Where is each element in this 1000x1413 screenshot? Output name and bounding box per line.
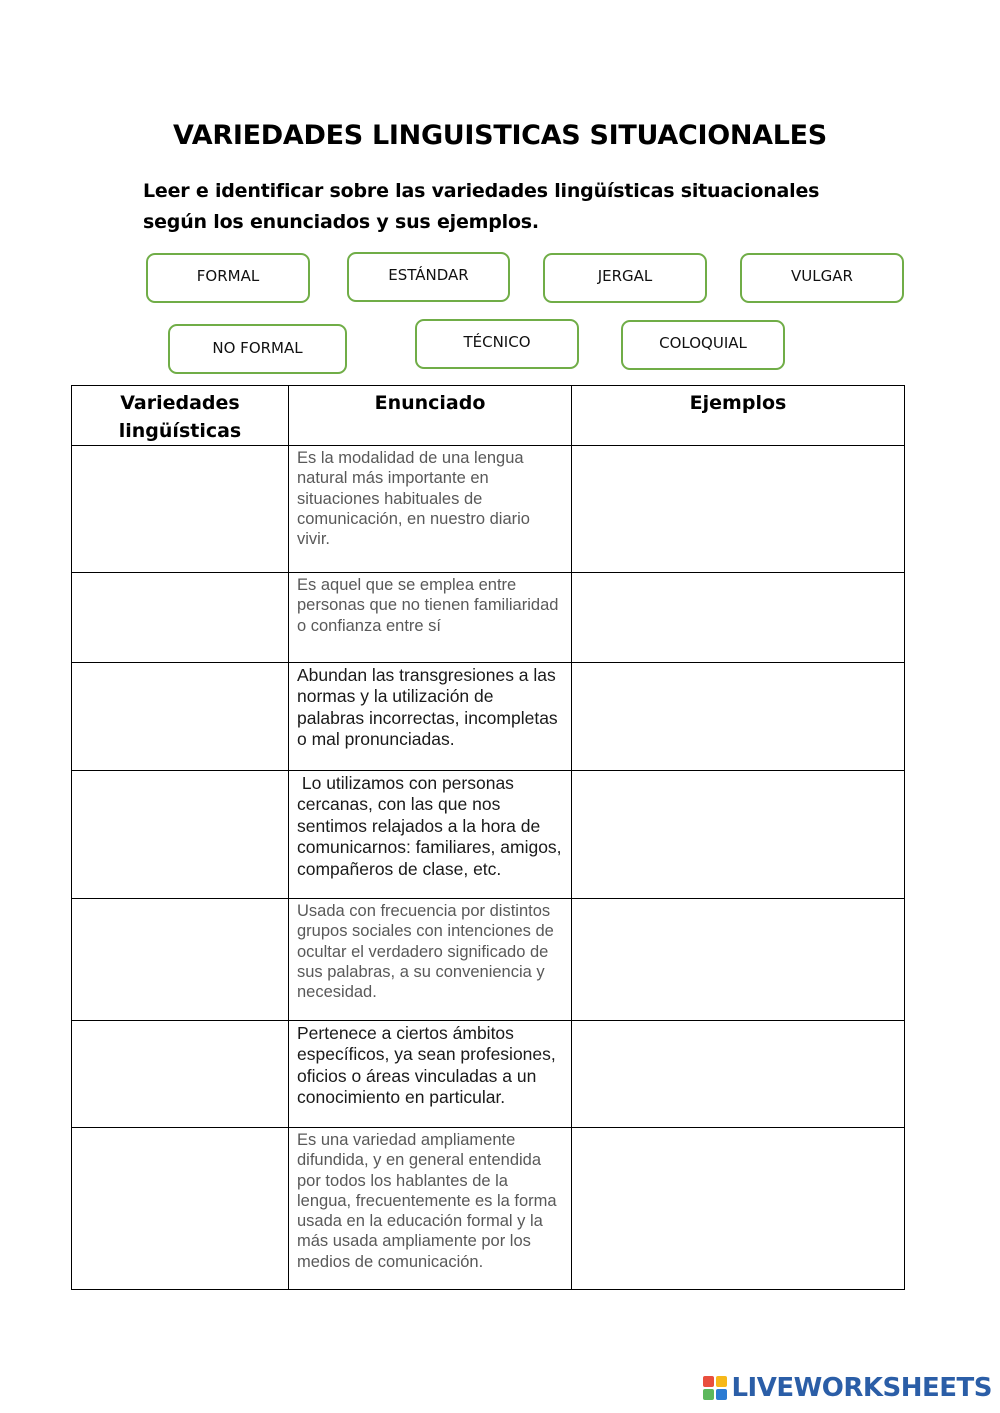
varieties-table [71, 385, 905, 1290]
statement-text: Es una variedad ampliamente difundida, y en general entendida por todos los hablantes de la lengua, frecuentemente es la forma usada en la educación formal y la más usada ampliamente por los medios de comunicación. [297, 1131, 557, 1271]
chip-tecnico[interactable]: TÉCNICO [415, 319, 579, 369]
table-row [72, 446, 905, 573]
header-ejemplos: Ejemplos [572, 386, 905, 446]
table-row [72, 1021, 905, 1128]
chip-no-formal[interactable]: NO FORMAL [168, 324, 347, 374]
chip-coloquial[interactable]: COLOQUIAL [621, 320, 785, 370]
header-variedades: Variedades lingüísticas [72, 386, 289, 446]
table-row [72, 573, 905, 663]
statement-text: Usada con frecuencia por distintos grupos sociales con intenciones de ocultar el verdadero significado de sus palabras, a su conveniencia y necesidad. [297, 902, 554, 1002]
chip-formal[interactable]: FORMAL [146, 253, 310, 303]
statement-text: Pertenece a ciertos ámbitos específicos, ya sean profesiones, oficios o áreas vinculadas a un conocimiento en particular. [297, 1023, 556, 1108]
table-row [72, 771, 905, 899]
header-enunciado: Enunciado [289, 386, 572, 446]
table-row [72, 899, 905, 1021]
chip-estandar[interactable]: ESTÁNDAR [347, 252, 510, 302]
table-row [72, 1128, 905, 1290]
statement-text: Lo utilizamos con personas cercanas, con las que nos sentimos relajados a la hora de comunicarnos: familiares, amigos, compañeros de clase, etc. [297, 773, 567, 879]
liveworksheets-logo [703, 1371, 992, 1405]
statement-text: Abundan las transgresiones a las normas y la utilización de palabras incorrectas, incompletas o mal pronunciadas. [297, 665, 558, 750]
table-row [72, 663, 905, 771]
statement-text: Es la modalidad de una lengua natural más importante en situaciones habituales de comunicación, en nuestro diario vivir. [297, 449, 530, 549]
table-header-row [72, 386, 905, 446]
chip-jergal[interactable]: JERGAL [543, 253, 707, 303]
worksheet-title: VARIEDADES LINGUISTICAS SITUACIONALES [173, 120, 827, 151]
chip-vulgar[interactable]: VULGAR [740, 253, 904, 303]
liveworksheets-logo-icon [703, 1376, 727, 1400]
brand-name: LIVEWORKSHEETS [731, 1373, 992, 1403]
statement-text: Es aquel que se emplea entre personas que no tienen familiaridad o confianza entre sí [297, 576, 559, 635]
instructions: Leer e identificar sobre las variedades lingüísticas situacionales según los enunciados y sus ejemplos. [143, 180, 820, 233]
